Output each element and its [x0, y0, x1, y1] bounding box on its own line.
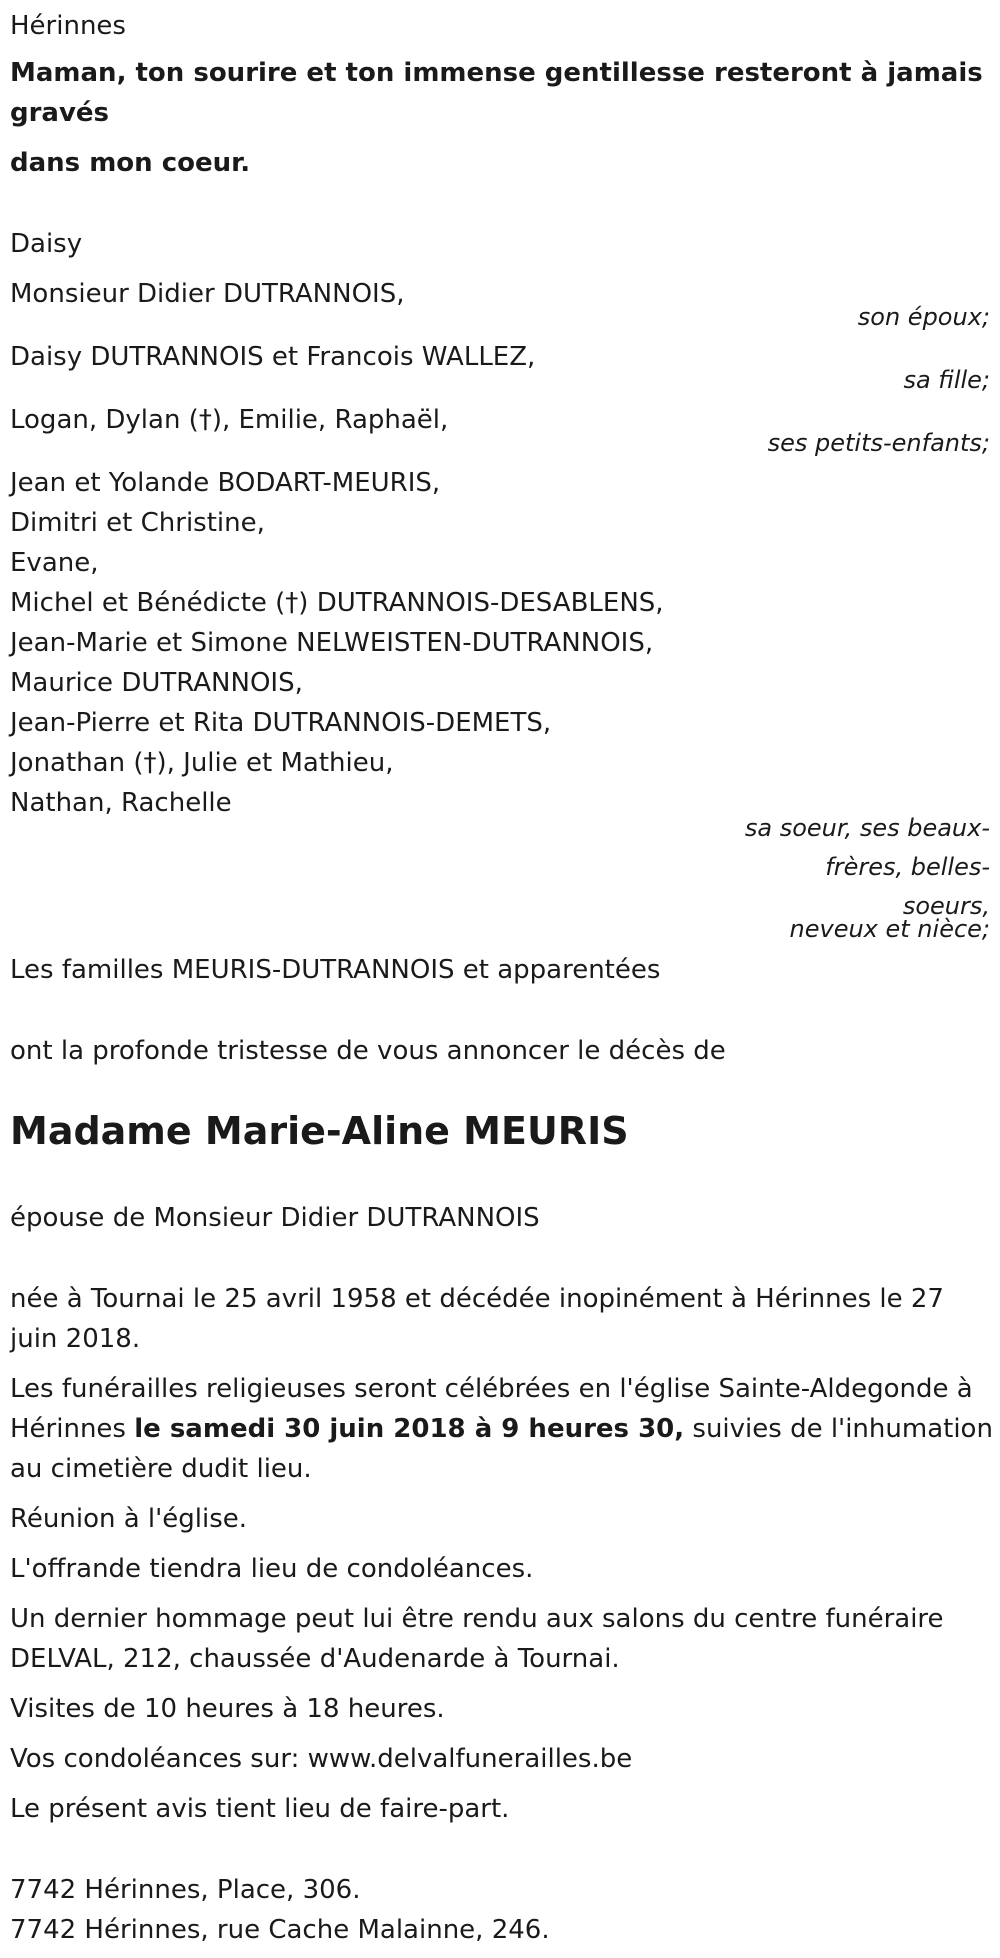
extended-family-line: Maurice DUTRANNOIS, [10, 668, 303, 698]
funeral-line-2 [10, 1413, 993, 1445]
epitaph-line-2: gravés [10, 98, 110, 128]
extended-family-line: Jonathan (†), Julie et Mathieu, [10, 748, 394, 778]
families-line: Les familles MEURIS-DUTRANNOIS et apparentées [10, 955, 661, 985]
location: Hérinnes [10, 11, 126, 41]
extended-family-line: Jean-Marie et Simone NELWEISTEN-DUTRANNOIS, [10, 628, 654, 658]
address-line: 7742 Hérinnes, rue Cache Malainne, 246. [10, 1915, 550, 1945]
offrande-line: L'offrande tiendra lieu de condoléances. [10, 1554, 534, 1584]
extended-family-line: Evane, [10, 548, 99, 578]
condoleances-line: Vos condoléances sur: www.delvalfunerailles.be [10, 1744, 633, 1774]
birth-death-line-1: née à Tournai le 25 avril 1958 et décédée inopinément à Hérinnes le 27 [10, 1284, 944, 1314]
announce-line: ont la profonde tristesse de vous annoncer le décès de [10, 1036, 726, 1066]
family-member-name: Logan, Dylan (†), Emilie, Raphaël, [10, 405, 449, 435]
hommage-line-1: Un dernier hommage peut lui être rendu aux salons du centre funéraire [10, 1604, 944, 1634]
address-line: 7742 Hérinnes, Place, 306. [10, 1875, 361, 1905]
funeral-burial: suivies de l'inhumation [684, 1414, 993, 1444]
funeral-date: le samedi 30 juin 2018 à 9 heures 30, [134, 1414, 685, 1444]
funeral-line-3: au cimetière dudit lieu. [10, 1454, 312, 1484]
birth-death-line-2: juin 2018. [10, 1324, 141, 1354]
extended-family-line: Jean et Yolande BODART-MEURIS, [10, 468, 441, 498]
extended-relation-line: soeurs, [902, 892, 990, 920]
signature: Daisy [10, 229, 83, 259]
hommage-line-2: DELVAL, 212, chaussée d'Audenarde à Tournai. [10, 1644, 620, 1674]
extended-relation-line: neveux et nièce; [789, 915, 990, 943]
family-member-name: Monsieur Didier DUTRANNOIS, [10, 279, 405, 309]
family-member-name: Daisy DUTRANNOIS et Francois WALLEZ, [10, 342, 536, 372]
faire-part-line: Le présent avis tient lieu de faire-part. [10, 1794, 510, 1824]
epitaph-line-1: Maman, ton sourire et ton immense gentillesse resteront à jamais [10, 58, 983, 88]
extended-relation-line: frères, belles- [825, 853, 990, 881]
reunion-line: Réunion à l'église. [10, 1504, 248, 1534]
extended-family-line: Dimitri et Christine, [10, 508, 265, 538]
funeral-line-1: Les funérailles religieuses seront célébrées en l'église Sainte-Aldegonde à [10, 1374, 973, 1404]
extended-family-line: Nathan, Rachelle [10, 788, 232, 818]
family-member-relation: ses petits-enfants; [767, 429, 990, 457]
extended-family-line: Michel et Bénédicte (†) DUTRANNOIS-DESABLENS, [10, 588, 664, 618]
deceased-name: Madame Marie-Aline MEURIS [10, 1109, 629, 1153]
extended-family-line: Jean-Pierre et Rita DUTRANNOIS-DEMETS, [10, 708, 552, 738]
family-member-relation: son époux; [857, 303, 990, 331]
epitaph-line-3: dans mon coeur. [10, 148, 251, 178]
family-member-relation: sa fille; [903, 366, 990, 394]
spouse-line: épouse de Monsieur Didier DUTRANNOIS [10, 1203, 540, 1233]
extended-relation-line: sa soeur, ses beaux- [744, 814, 990, 842]
visites-line: Visites de 10 heures à 18 heures. [10, 1694, 445, 1724]
funeral-place: Hérinnes [10, 1414, 135, 1444]
